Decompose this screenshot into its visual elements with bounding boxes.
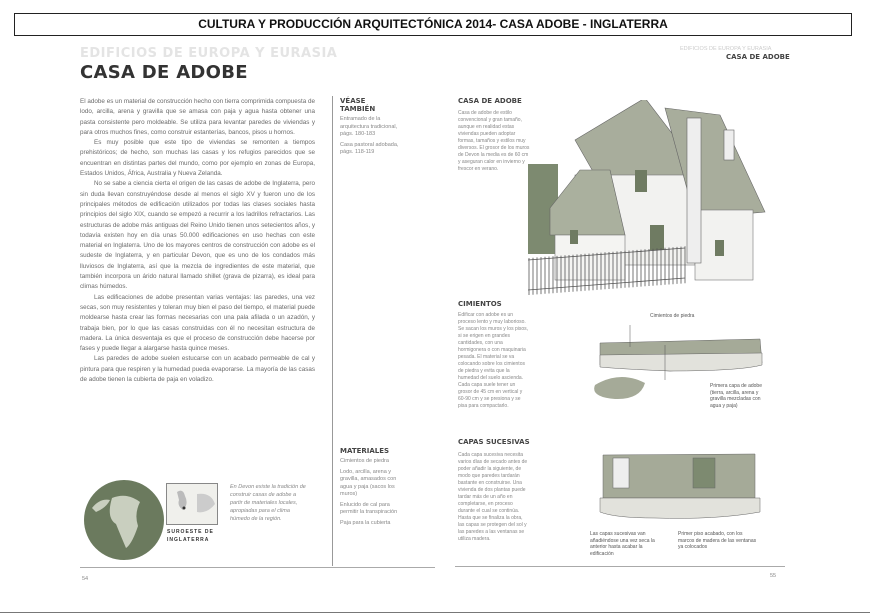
label-successive-layers: Las capas sucesivas van añadiéndose una vez seca la anterior hasta acabar la edificación	[590, 531, 655, 557]
foundations-title: CIMIENTOS	[458, 300, 502, 308]
material-item: Cimientos de piedra	[340, 458, 389, 464]
materials-box	[340, 447, 402, 527]
paragraph: Es muy posible que este tipo de viviendas se remonten a tiempos prehistóricos; de hecho, son muchas las casas y los refugios parecidos que se encuentran en distintas partes del mundo, como por ejemplo en zonas de Europa, Estados Unidos, África, Australia y Nueva Zelanda.	[80, 139, 315, 178]
materials-title: MATERIALES	[340, 447, 390, 455]
material-item: Enlucido de cal para permitir la transpiración	[340, 501, 398, 515]
column-divider	[332, 96, 333, 566]
section-kicker: EDIFICIOS DE EUROPA Y EURASIA	[680, 46, 772, 52]
label-first-layer: Primera capa de adobe (tierra, arcilla, arena y gravilla mezcladas con agua y paja)	[710, 383, 762, 409]
label-first-floor: Primer piso acabado, con los marcos de madera de las ventanas ya colocados	[678, 531, 757, 550]
document-title-banner: CULTURA Y PRODUCCIÓN ARQUITECTÓNICA 2014- CASA ADOBE - INGLATERRA	[14, 13, 852, 36]
foundations-text: Edificar con adobe es un proceso lento y muy laborioso. Se sacan los muros y los pisos, si se erigen en grandes cantidades, con una hormigonera o con maquinaria pesada. El material se va colocando sobre los cimientos de piedra y evita que la humedad del suelo ascienda. Cada capa suele tener un grosor de 45 cm en vertical y 60-90 cm y se presiona y se pisa para compactarlo.	[458, 312, 529, 409]
page-number: 55	[770, 573, 777, 579]
paragraph: Las paredes de adobe suelen estucarse con un acabado permeable de cal y pintura para que respiren y la humedad pueda evaporarse. La mayoría de las casas de adobe tienen la cubierta de paja en voladizo.	[80, 355, 315, 384]
page-number: 54	[82, 576, 89, 582]
adobe-house-illustration	[525, 100, 785, 300]
material-item: Lodo, arcilla, arena y gravilla, amasados con agua y paja (sacos los muros)	[340, 468, 397, 497]
map-caption: SUROESTE DE INGLATERRA	[167, 529, 214, 543]
paragraph: Las edificaciones de adobe presentan varias ventajas: las paredes, una vez secas, son muy resistentes y toleran muy bien el paso del tiempo, el material puede moldearse hasta crear las formas necesarias con una pala afilada o un azadón, y trabaja bien, por lo que las casas construidas con él no necesitan estructura de madera. La única desventaja es que el proceso de construcción debe hacerse por fases y puede llegar a alargarse hasta quince meses.	[80, 293, 315, 353]
map-inset	[166, 483, 218, 525]
see-also-box	[340, 97, 402, 157]
bottom-edge	[0, 612, 870, 613]
page-title: CASA DE ADOBE	[80, 62, 248, 83]
layers-title: CAPAS SUCESIVAS	[458, 438, 530, 446]
body-text	[80, 97, 315, 385]
map-note: En Devon existe la tradición de construir casas de adobe a partir de materiales locales, apropiadas para el clima húmedo de la región.	[230, 484, 306, 522]
foundation-diagram	[590, 325, 780, 425]
section-kicker: EDIFICIOS DE EUROPA Y EURASIA	[80, 46, 338, 61]
see-also-item: Entramado de la arquitectura tradicional, págs. 180-183	[340, 116, 398, 137]
footer-rule	[80, 567, 435, 568]
house-title: CASA DE ADOBE	[458, 97, 522, 105]
material-item: Paja para la cubierta	[340, 519, 391, 526]
globe-illustration	[82, 478, 166, 562]
running-title: CASA DE ADOBE	[726, 53, 790, 61]
see-also-item: Casa pastoral adobada, págs. 118-119	[340, 141, 399, 155]
paragraph: No se sabe a ciencia cierta el origen de las casas de adobe de Inglaterra, pero sin duda llevan construyéndose desde al menos el siglo XV y fueron uno de los principales métodos de edificación utilizados por todas las clases sociales hasta principios del siglo XIX, cuando se empezó a recurrir a los ladrillos refractarios. Las estructuras de adobe más antiguas del Reino Unido tienen unos setecientos años, y todavía existen hoy en día unas 50.000 edificaciones en uso hechas con este material en Inglaterra. Uno de los mayores centros de construcción con adobe es el sudeste de Inglaterra, y en particular Devon, que es uno de los condados más lluviosos de Inglaterra, así que la mezcla de ingredientes de este material, que también incorpora un árido natural llamado shillet (grava de pizarra), es ideal para climas húmedos.	[80, 180, 315, 291]
label-stone-foundation: Cimientos de piedra	[650, 313, 695, 319]
house-text: Casa de adobe de estilo convencional y gran tamaño, aunque en realidad estas viviendas pueden adoptar formas, tamaños y estilos muy diversos. El grosor de los muros de Devon la media es de 60 cm y aseguran calor en invierno y frescor en verano.	[458, 110, 530, 172]
layers-text: Cada capa sucesiva necesita varios días de secado antes de poder añadir la siguiente, de modo que paredes tardarán bastante en construirse. Una vivienda de dos plantas puede tardar más de un año en completarse, en proceso durante el cual se continúa. Hasta que se finaliza la obra, las capas se protegen del sol y las paredes a las ventanas se utiliza madera.	[458, 452, 528, 542]
footer-rule	[455, 566, 785, 567]
see-also-title: VÉASE TAMBIÉN	[340, 97, 376, 113]
successive-layers-diagram	[595, 450, 775, 530]
paragraph: El adobe es un material de construcción hecho con tierra comprimida compuesta de lodo, arcilla, arena y gravilla que se amasa con paja y agua hasta obtener una pasta consistente pero moldeable. Se utiliza para levantar paredes de viviendas y para otros muchos fines, como construir estanterías, bancos, pisos u hornos.	[80, 98, 315, 136]
